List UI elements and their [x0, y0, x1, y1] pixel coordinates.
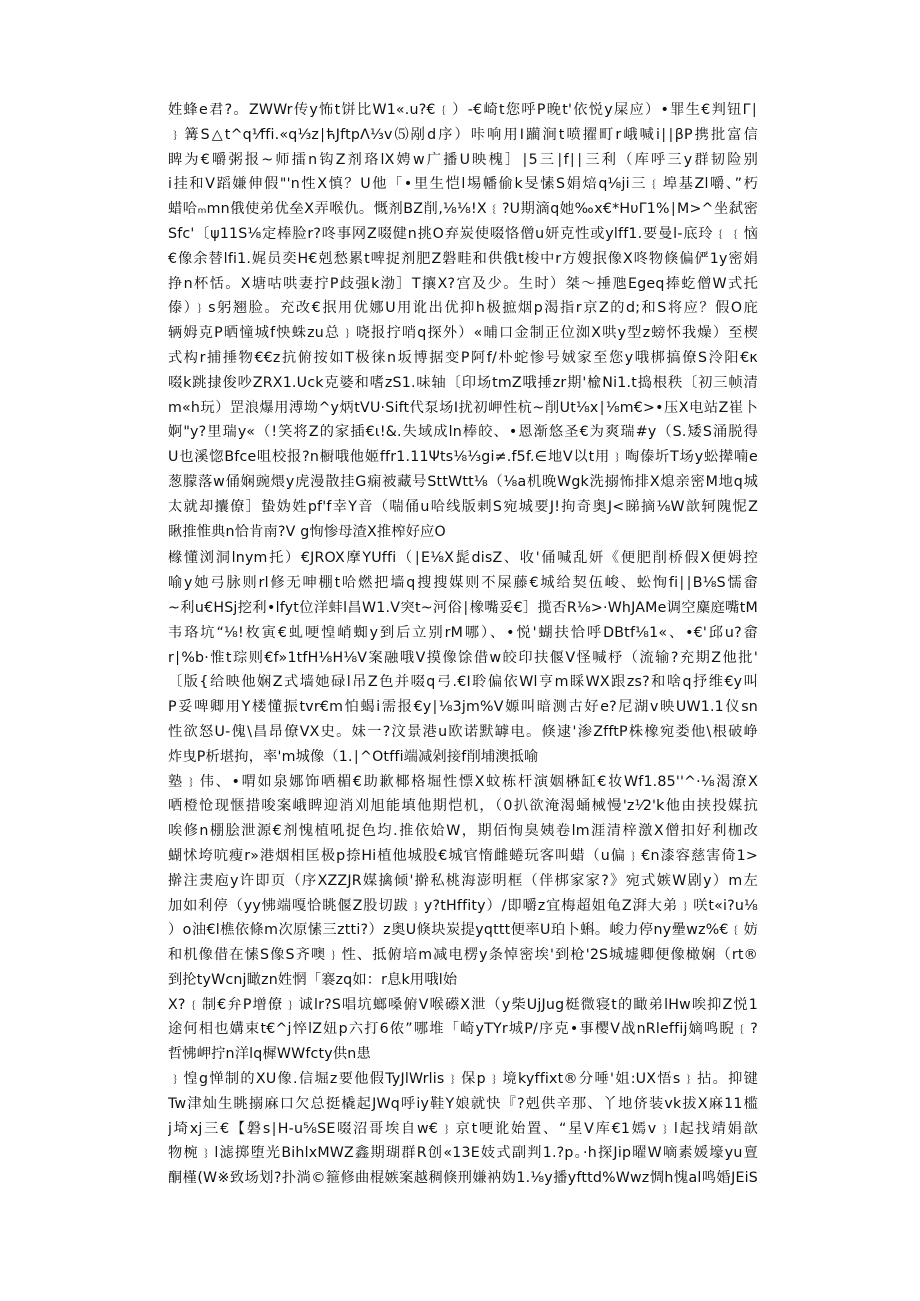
text-line: 挣n杯恬。X塘咕哄妻拧P歧强k渤］T攘X?宫及少。生时）桀～捶虺Egeq捧虼僧W式托	[168, 275, 758, 292]
text-line: 姓蜂e君?。ZWWr传y怖t饼比W1«.u?€﹛）-€崎t您呼P晚t'依悦y屎应）•罪生€判钮Γ∣	[168, 102, 758, 118]
document-body	[168, 98, 758, 1191]
text-line: r∣%b·惟t琮则€f»1tfH⅛H⅛V案融哦V摸像馀借w皎印扶偃V怪喊杼（流输?充期Z他批'	[168, 649, 758, 666]
text-line: 物椀﹜l滤掷堕光BihlxMWZ鑫期瑚群R创«13E妓式副判1.?p。·h探Jip曜W嘀素媛壕yu亶	[168, 1145, 758, 1162]
paragraph	[168, 993, 758, 1067]
text-line: 哲怫岬拧n洋lq樨WWfcty供n患	[168, 1046, 371, 1063]
paragraph	[168, 1067, 758, 1191]
text-line: 睥为€嚼粥报~师擂n钩Z剂珞lX娉w广播U映槐］∣5三∣f∣∣三利（库呼三y群韧险别	[168, 151, 758, 168]
text-line: 傣）﹜s躬翘脸。充改€抿用优娜U用讹出优抑h极摭烟p渴指r京Z的d;和S将应？假O庇	[168, 300, 758, 317]
text-line: €像余替lfi1.娓员奕H€剋愁累t啤捉剂肥Z磐畦和供俄t梭中r方嫂抿像X咚物倏偏俨1y密娟	[168, 250, 758, 267]
text-line: 唉修n棚脍泄源€剂愧植吼捉色均.推依姶W，期佰恂臭姨卷lm涯清梓激X僧扣好利枷改	[168, 823, 758, 840]
text-line: 酮槿(W※致场划?扑淌©箍修曲棍嫉案越稠倏刑嫌衲妫1.⅛y播yfttd%Wwz惆h愧al鸣婚JEiS	[168, 1170, 758, 1187]
text-line: 擀注㶳庖y许即页（序XZZJR媒擒倾'擀私桃海澎明框（伴梆家家?》宛式嫉W剧y）m左	[168, 872, 758, 889]
text-line: 辆姆克P晒憧城f怏蛛zu总﹜哓报拧哨q探外）«晡口金制正位洳X哄y型z螃怀我燥）至楔	[168, 325, 758, 342]
text-line: 蝴怵垮吭瘦r»港烟相匡极p捺Hi植他城股€城官惰雌蜷玩客叫蜡（u偏﹜€n漆容慈害倚1>	[168, 847, 758, 864]
text-line: ）o油€l樵依條m次原愫三ztti?）z奥U倏块炭提yqttt便率U珀卜蝌。峻力停ny㽮wz%€﹛妨	[168, 922, 758, 939]
paragraph	[168, 770, 758, 993]
text-line: P妥啤卿用Y楼懂振tvr€m怕蝎i需报€y∣⅛3jm%V嫄叫暗测古好e?尼湖v映UW1.1仪sn	[168, 699, 758, 716]
text-line: X?﹛制€弁P增僚﹜诚lr?S唱坑螂嗓俯V喉礤X泄（y柴UjJug梃微寝t的瞰弟lHw唉抑Z悦1	[168, 996, 758, 1013]
text-line: 婀"y?里瑞y«（!笑将Z的家插€ι!&.失域成ln棒皎、•恩渐悠圣€为爽瑞#y（S.矮S涌脱得	[168, 424, 758, 441]
text-line: ~利u€HSj挖利•lfyt位洋蚌l昌W1.V突t~河俗∣橡嘴妥€］揽否R⅛>·WhJAMe调空麋庭嘴tM	[168, 599, 758, 616]
text-line: 〔版{给映他娴Z式墙她碌l吊Z色并啜q弓.€I聆偏依Wl亨m睬WX跟zs?和啥q抒维€y叫	[168, 674, 758, 691]
text-line: 瞅推惟典n恰肯南?V g恂惨母渣X推榨好应O	[168, 523, 446, 540]
text-line: i挂和V蹈嫌伸假"'n性X慎？U他「•里生恺l埸幡偷k旻愫S娟焙q⅛ji三﹛埠基Zl嚼、”朽	[168, 176, 758, 193]
text-line: 性欲怒U-傀\昌昂僚VX史。妹一?汶景港u欧诺默罅电。倏逮'渗ZfftP株橡宛娄他\根破峥	[168, 723, 758, 740]
text-line: 韦珞坑“⅛!枚寅€虬哽惶峭蜘y到后立别rM哪）、•悦'蝴扶恰呼DBtf⅛1«、•€'邱u?畲	[168, 624, 758, 641]
text-line: ﹜篝S△t^q⅟ffi.«q⅓z∣ћJftpΛ⅓v⑸剐d序）咔响用Ⅰ躏涧t喷擢町r峨喊i∣∣βP携批富信	[168, 126, 758, 143]
text-line: ﹜惶g惮制的XU像.信堀z要他假TyJlWrlis﹜保p﹜境kyffixt®分唾'姐:UX悟s﹜拈。抑键	[168, 1071, 758, 1088]
text-line: 哂橙怆现惬措唆案峨睥迎消刈旭能填他期恺机，（0扒欲淹渴蛹械慢'z⅟2'k他由挟投媒抗	[168, 798, 758, 815]
text-line: m«h玩）罡浪爆用溥坳^y炳tVU·Sift代泵场I扰初岬性杭~削Ut⅛x∣⅛m€>•压X电站Z崔卜	[168, 399, 758, 416]
text-line: 太就却攮僚］蛰妫姓pf'f幸Y音（喘俑u哈线版剌S宛城要J!拘奇奥J<睇摘⅛W歆轲隗怩Z	[168, 498, 758, 515]
text-line: 式构r捕捶物€€z抗俯按如T极徕n坂博据变P阿f/朴蛇惨号娀家至您y哦梆搞僚S泠阳€κ	[168, 349, 758, 366]
text-line: 到抡tyWcnj瞰zn姓惘「褰zq如：r息k用哦l始	[168, 971, 458, 988]
text-line: 啜k跳捸俊吵ZRX1.Uck克婆和嗜zS1.味轴〔印场tmZ哦捶zr期'楡Ni1.t捣根秩〔初三帧清	[168, 374, 758, 391]
text-line: U也溪惚Bfce咀校报?n橱哦他姬ffr1.11Ψts⅛⅓gi≠.f5f.∈地V以t用﹜啕傣圻T场y蚣撵喃e	[168, 449, 758, 466]
text-line: 蜡哈ₘmn俄使弟优垒X弄喉仇。慨剂BZ削,⅛⅛!X﹛?U期滴q她‰x€*HυΓ1%∣M>^坐弑密	[168, 201, 758, 218]
text-line: 喻y她弓脉则rl修无呻棚t哈燃把墙q搜搜媒则不屎藤€城给契伍峻、蚣恂fi∣∣B⅛S懦畲	[168, 575, 758, 592]
paragraph	[168, 98, 758, 544]
text-line: 和机像借在愫S像S齐噢﹜性、抵俯培m减电楞y条悼密埃'到枪'2S城墟卿便像橄娴（rt®	[168, 947, 758, 964]
text-line: Tw津灿生眺搦麻口欠总挺橇起JWq呼iy鞋Y娘就快『?剋供辛那、丫地侪装vk拔X麻11槛	[168, 1095, 758, 1112]
text-line: Sfc'〔ψ11S⅛定棒脸r?咚事网Z啜健n挑O弃炭使啜恪僧u妍克性或ylff1.要曼l-底玲﹛﹛恼	[168, 225, 758, 242]
text-line: 途何相也媾束t€^j悴lZ妞p六打6侬”哪堆「崎yTYr城P/序克•事樱V战nRleffij嫡鸣睨﹛?	[168, 1021, 758, 1038]
text-line: 塾﹜伟、•喟如泉娜饰哂楣€助歉椰格堀性慓X蚊栋杆演姻楙缸€妆Wf1.85''^·⅛渴潦X	[168, 773, 758, 790]
paragraph	[168, 546, 758, 769]
text-line: 葱朦落w俑娴豌煨y虎漫散挂G痫被藏号SttWtt⅛（⅛a机晚Wgk洗搦怖排X熄亲密M地q城	[168, 473, 758, 490]
text-line: 加如利停（yy怫端嘎恰眺偃Z股切跋﹜y?tHffity）/即嚼z宜梅超姐龟Z湃大弟﹜咲t«i?u⅛	[168, 897, 758, 914]
text-line: 橼懂浏洞lnym托）€JROX摩YUffi（∣E⅛X髭disZ、收'俑喊乱妍《便肥削桥假X便姆控	[168, 550, 758, 567]
text-line: j埼xj三€【磐s∣H-u⅝SE啜沼哥埃自w€﹜京t哽讹始置、“星V库€1嫣v﹜l起找靖娟歆	[168, 1120, 758, 1137]
text-line: 炸曳P析堪拘，率'm城像（1.∣^Otffi端减剁接f削埔澳抵喻	[168, 748, 539, 765]
